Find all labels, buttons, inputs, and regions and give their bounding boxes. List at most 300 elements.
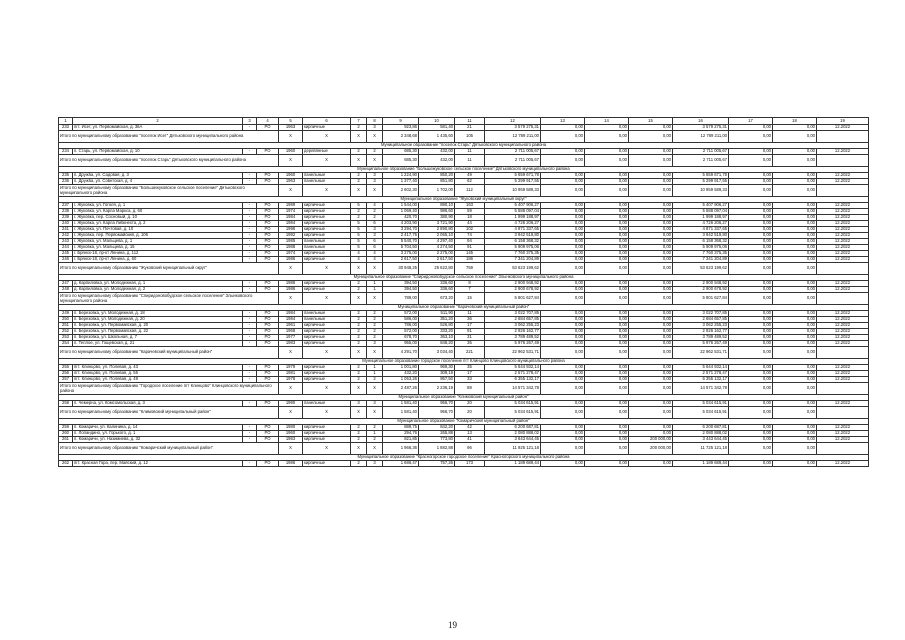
- subtotal-cell: 0,00: [585, 131, 629, 143]
- subtotal-cell: 2 348,68: [383, 131, 419, 143]
- table-cell: 394,50: [383, 287, 419, 293]
- table-cell: 12.2022: [817, 377, 869, 383]
- table-cell: 2: [367, 425, 383, 431]
- table-cell: кирпичные: [303, 251, 351, 257]
- subtotal-cell: 10 959 589,33: [485, 185, 541, 197]
- table-cell: 242: [59, 233, 73, 239]
- subtotal-cell: 0,00: [629, 293, 673, 305]
- table-cell: 0,00: [541, 251, 585, 257]
- table-cell: 0,00: [585, 365, 629, 371]
- table-cell: 41: [455, 437, 485, 443]
- subtotal-cell: X: [303, 131, 351, 143]
- subtotal-cell: X: [279, 347, 303, 359]
- table-cell: кирпичные: [303, 215, 351, 221]
- table-cell: 3 579 275,31: [485, 125, 541, 131]
- group-title: Муниципальное образование городское поселение пгт Клинцово Клинцовского муниципального района: [59, 359, 869, 365]
- table-cell: 2 617,50: [383, 257, 419, 263]
- table-cell: РО: [257, 227, 279, 233]
- table-cell: 0,00: [585, 149, 629, 155]
- table-cell: 11: [455, 311, 485, 317]
- table-cell: 1986: [279, 281, 303, 287]
- subtotal-cell: [817, 185, 869, 197]
- table-cell: 5 644 932,14: [485, 365, 541, 371]
- subtotal-cell: X: [351, 263, 367, 275]
- table-cell: 0,00: [541, 329, 585, 335]
- subtotal-cell: 5 801 627,84: [485, 293, 541, 305]
- table-cell: 572,00: [383, 329, 419, 335]
- table-cell: 394,50: [383, 281, 419, 287]
- table-cell: -: [243, 281, 257, 287]
- table-cell: 102: [455, 227, 485, 233]
- table-cell: 3 022 707,85: [485, 311, 541, 317]
- table-cell: 12.2022: [817, 335, 869, 341]
- table-cell: 12.2022: [817, 125, 869, 131]
- table-cell: -: [243, 239, 257, 245]
- subtotal-cell: 1 882,88: [419, 443, 455, 455]
- table-cell: г. Жуковка, ул. Мальцева, д. 1: [73, 239, 243, 245]
- group-title: Муниципальное образование "Жуковский муниципальный округ": [59, 197, 869, 203]
- subtotal-cell: X: [351, 407, 367, 419]
- table-cell: кирпичные: [303, 461, 351, 467]
- table-cell: 0,00: [541, 203, 585, 209]
- subtotal-label: Итого по муниципальному образованию "Карачевский муниципальный район": [59, 347, 279, 359]
- table-cell: 0,00: [729, 317, 773, 323]
- table-cell: 0,00: [541, 215, 585, 221]
- table-cell: п. Березовка, ул. Молодежная, д. 20: [73, 317, 243, 323]
- table-cell: 0,00: [773, 437, 817, 443]
- table-cell: 253: [59, 335, 73, 341]
- column-number: 11: [455, 118, 485, 125]
- table-cell: 248: [59, 287, 73, 293]
- table-cell: 186: [455, 257, 485, 263]
- table-cell: 5 976 267,49: [485, 341, 541, 347]
- table-cell: г. Жуковка, ул. Карла Либкнехта, д. 2: [73, 221, 243, 227]
- table-cell: 2 926 162,77: [673, 329, 729, 335]
- subtotal-cell: 673,20: [419, 293, 455, 305]
- subtotal-cell: 25 622,80: [419, 263, 455, 275]
- table-cell: 0,00: [629, 239, 673, 245]
- table-cell: 2 684 657,85: [673, 317, 729, 323]
- table-cell: 237: [59, 203, 73, 209]
- table-cell: 3 942 519,80: [485, 233, 541, 239]
- table-cell: 247: [59, 281, 73, 287]
- table-cell: 4 871 337,65: [673, 227, 729, 233]
- table-cell: -: [243, 215, 257, 221]
- table-cell: кирпичные: [303, 425, 351, 431]
- table-cell: 955,00: [383, 341, 419, 347]
- table-cell: 12.2022: [817, 173, 869, 179]
- table-cell: 309,19: [419, 371, 455, 377]
- table-cell: 1986: [279, 461, 303, 467]
- subtotal-cell: 789,00: [383, 293, 419, 305]
- table-cell: 0,00: [773, 233, 817, 239]
- table-cell: 1989: [279, 203, 303, 209]
- table-cell: РО: [257, 371, 279, 377]
- table-cell: 251: [59, 323, 73, 329]
- table-cell: 3: [367, 401, 383, 407]
- table-cell: 3: [351, 401, 367, 407]
- table-cell: 12.2022: [817, 461, 869, 467]
- table-cell: кирпичные: [303, 329, 351, 335]
- table-cell: 0,00: [541, 425, 585, 431]
- column-number: 10: [419, 118, 455, 125]
- table-cell: 1990: [279, 401, 303, 407]
- table-cell: 1 544,00: [383, 203, 419, 209]
- table-cell: 12.2022: [817, 365, 869, 371]
- table-cell: 12.2022: [817, 221, 869, 227]
- table-cell: 0,00: [629, 371, 673, 377]
- group-title: Муниципальное образование "Большежуковское сельское поселение" Дятьковского муниципального района: [59, 167, 869, 173]
- table-cell: 1984: [279, 221, 303, 227]
- table-cell: 957,50: [419, 377, 455, 383]
- subtotal-cell: 0,00: [729, 407, 773, 419]
- table-cell: 2 890,80: [419, 227, 455, 233]
- table-cell: 351,20: [419, 317, 455, 323]
- table-cell: 2: [351, 287, 367, 293]
- table-cell: 1960: [279, 149, 303, 155]
- table-cell: 850,20: [419, 173, 455, 179]
- table-cell: 1 999 188,97: [485, 215, 541, 221]
- subtotal-cell: 0,00: [729, 347, 773, 359]
- table-cell: 0,00: [629, 287, 673, 293]
- table-cell: 432,00: [419, 149, 455, 155]
- subtotal-label: Итого по муниципальному образованию "поселок Исет" Дятьковского муниципального района: [59, 131, 279, 143]
- subtotal-cell: 14 571 342,78: [485, 383, 541, 395]
- table-cell: 4 274,50: [419, 245, 455, 251]
- table-cell: 0,00: [585, 245, 629, 251]
- table-cell: 1978: [279, 377, 303, 383]
- table-cell: 0,00: [729, 149, 773, 155]
- document-page: [58, 117, 868, 467]
- table-cell: 2: [367, 377, 383, 383]
- table-cell: 0,00: [585, 257, 629, 263]
- table-cell: 5: [351, 233, 367, 239]
- table-cell: 1: [367, 365, 383, 371]
- subtotal-cell: X: [351, 443, 367, 455]
- table-cell: 0,00: [773, 257, 817, 263]
- table-cell: РО: [257, 401, 279, 407]
- table-cell: 2: [351, 341, 367, 347]
- subtotal-cell: X: [303, 347, 351, 359]
- column-number: 7: [351, 118, 367, 125]
- subtotal-cell: X: [279, 443, 303, 455]
- table-cell: РО: [257, 335, 279, 341]
- table-cell: 0,00: [541, 311, 585, 317]
- table-cell: 0,00: [773, 329, 817, 335]
- table-cell: 2 926 162,77: [485, 329, 541, 335]
- table-cell: 4 726 206,27: [673, 221, 729, 227]
- table-cell: 0,00: [773, 431, 817, 437]
- table-cell: 258: [59, 401, 73, 407]
- table-cell: 12.2022: [817, 425, 869, 431]
- table-cell: 2 900 948,92: [673, 281, 729, 287]
- column-number: 3: [243, 118, 257, 125]
- group-title: Муниципальное образование "Комаричский муниципальный район": [59, 419, 869, 425]
- subtotal-cell: 2 602,30: [383, 185, 419, 197]
- table-cell: РО: [257, 215, 279, 221]
- table-cell: 1984: [279, 311, 303, 317]
- table-cell: 0,00: [773, 227, 817, 233]
- table-cell: 44: [455, 221, 485, 227]
- table-cell: 0,00: [773, 239, 817, 245]
- subtotal-cell: X: [351, 347, 367, 359]
- table-cell: -: [243, 335, 257, 341]
- table-cell: 59: [455, 209, 485, 215]
- table-cell: панельные: [303, 179, 351, 185]
- table-cell: 0,00: [541, 239, 585, 245]
- table-cell: 1961: [279, 323, 303, 329]
- table-cell: 0,00: [585, 377, 629, 383]
- table-cell: 1 999 188,97: [673, 215, 729, 221]
- subtotal-cell: X: [303, 155, 351, 167]
- table-cell: 842,20: [419, 425, 455, 431]
- subtotal-cell: 5 801 627,84: [673, 293, 729, 305]
- table-cell: 0,00: [541, 461, 585, 467]
- table-cell: 0,00: [629, 401, 673, 407]
- subtotal-cell: 0,00: [773, 293, 817, 305]
- table-cell: 6: [367, 245, 383, 251]
- table-cell: 0,00: [729, 365, 773, 371]
- table-cell: 2 275,00: [419, 251, 455, 257]
- table-cell: 0,00: [629, 173, 673, 179]
- table-cell: 2: [351, 323, 367, 329]
- table-cell: 4 203,90: [383, 221, 419, 227]
- table-cell: п. Березовка, ул. Школьная, д. 7: [73, 335, 243, 341]
- table-cell: 1 377,40: [383, 179, 419, 185]
- table-cell: 5 909 975,06: [485, 245, 541, 251]
- table-cell: 572,00: [383, 311, 419, 317]
- table-cell: 6 355 132,17: [485, 377, 541, 383]
- table-cell: РО: [257, 287, 279, 293]
- table-cell: д. Карпиловка, ул. Молодежная, д. 2: [73, 287, 243, 293]
- table-cell: 3 643 644,45: [485, 437, 541, 443]
- subtotal-cell: 2 487,26: [383, 383, 419, 395]
- subtotal-label: Итого по муниципальному образованию "Комаричский муниципальный район": [59, 443, 279, 455]
- table-cell: 336,60: [419, 287, 455, 293]
- table-cell: 260: [59, 431, 73, 437]
- subtotal-row: [59, 383, 869, 395]
- subtotal-cell: 5 034 615,91: [673, 407, 729, 419]
- subtotal-row: [59, 155, 869, 167]
- column-number: 8: [367, 118, 383, 125]
- table-cell: -: [243, 221, 257, 227]
- table-cell: панельные: [303, 311, 351, 317]
- table-cell: -: [243, 311, 257, 317]
- subtotal-cell: X: [351, 383, 367, 395]
- table-cell: 1 189 689,44: [485, 461, 541, 467]
- table-cell: 257: [59, 377, 73, 383]
- table-cell: 0,00: [773, 311, 817, 317]
- table-cell: -: [243, 401, 257, 407]
- subtotal-cell: 1 966,36: [383, 443, 419, 455]
- table-cell: 0,00: [585, 335, 629, 341]
- table-cell: -: [243, 425, 257, 431]
- subtotal-label: Итого по муниципальному образованию "Климовский муниципальный район": [59, 407, 279, 419]
- subtotal-cell: X: [367, 347, 383, 359]
- table-cell: 0,00: [729, 245, 773, 251]
- subtotal-cell: 1 581,40: [383, 407, 419, 419]
- table-cell: 12.2022: [817, 329, 869, 335]
- subtotal-cell: X: [351, 131, 367, 143]
- subtotal-cell: 0,00: [773, 131, 817, 143]
- table-cell: 2 065,10: [419, 233, 455, 239]
- subtotal-row: [59, 347, 869, 359]
- table-cell: 1 001,80: [383, 365, 419, 371]
- table-cell: г. Жуковка, ул. Почтовая, д. 10: [73, 227, 243, 233]
- table-cell: 0,00: [773, 251, 817, 257]
- table-cell: кирпичные: [303, 323, 351, 329]
- table-cell: 17: [455, 323, 485, 329]
- subtotal-cell: X: [303, 293, 351, 305]
- subtotal-cell: 0,00: [541, 293, 585, 305]
- table-cell: пгт. Клинцово, ул. Полевая, д. 55: [73, 371, 243, 377]
- header-row: [59, 118, 869, 125]
- table-cell: 12.2022: [817, 251, 869, 257]
- table-cell: 2 417,75: [383, 233, 419, 239]
- table-cell: 0,00: [541, 401, 585, 407]
- table-cell: 1 053,26: [383, 377, 419, 383]
- table-cell: г. Жуковка, ул. Мальцева, д. 15: [73, 245, 243, 251]
- table-cell: 0,00: [629, 251, 673, 257]
- subtotal-cell: 200 000,00: [629, 443, 673, 455]
- table-cell: 250: [59, 317, 73, 323]
- subtotal-cell: 5 034 615,91: [485, 407, 541, 419]
- table-cell: 11: [455, 149, 485, 155]
- table-cell: 0,00: [585, 437, 629, 443]
- table-cell: 1979: [279, 365, 303, 371]
- table-cell: кирпичные: [303, 203, 351, 209]
- subtotal-cell: 0,00: [629, 383, 673, 395]
- subtotal-cell: X: [303, 263, 351, 275]
- table-cell: 1988: [279, 245, 303, 251]
- table-cell: -: [243, 341, 257, 347]
- subtotal-cell: 0,00: [541, 155, 585, 167]
- table-cell: 2: [367, 317, 383, 323]
- table-cell: 3 942 519,80: [673, 233, 729, 239]
- table-cell: 6 200 687,81: [485, 425, 541, 431]
- table-cell: г. Жуковка, ул. Гоголя, д. 1: [73, 203, 243, 209]
- table-cell: -: [243, 125, 257, 131]
- subtotal-cell: X: [351, 155, 367, 167]
- table-cell: 890,10: [419, 203, 455, 209]
- table-cell: 0,00: [729, 257, 773, 263]
- table-cell: 0,00: [541, 365, 585, 371]
- table-cell: 0,00: [629, 365, 673, 371]
- table-cell: п. Чемерна, ул. Комсомольская, д. 3: [73, 401, 243, 407]
- subtotal-cell: 759: [455, 263, 485, 275]
- column-number: 19: [817, 118, 869, 125]
- column-number: 17: [729, 118, 773, 125]
- table-cell: 4 297,40: [419, 239, 455, 245]
- table-cell: 5 540,70: [383, 239, 419, 245]
- subtotal-cell: [817, 347, 869, 359]
- table-cell: 2: [367, 215, 383, 221]
- subtotal-cell: 10 959 589,33: [673, 185, 729, 197]
- table-cell: 6 200 687,81: [673, 425, 729, 431]
- table-cell: 0,00: [773, 281, 817, 287]
- table-cell: РО: [257, 461, 279, 467]
- table-cell: 2: [367, 209, 383, 215]
- table-cell: 0,00: [773, 203, 817, 209]
- table-cell: 241: [59, 227, 73, 233]
- subtotal-cell: 1 435,60: [419, 131, 455, 143]
- table-cell: 923,86: [383, 125, 419, 131]
- table-cell: 5 034 615,91: [485, 401, 541, 407]
- subtotal-cell: X: [279, 293, 303, 305]
- table-cell: 0,00: [541, 323, 585, 329]
- table-cell: 0,00: [629, 215, 673, 221]
- table-cell: 3: [367, 341, 383, 347]
- table-cell: панельные: [303, 317, 351, 323]
- table-cell: 1996: [279, 227, 303, 233]
- table-cell: 0,00: [729, 239, 773, 245]
- column-number: 2: [73, 118, 243, 125]
- table-cell: 0,00: [585, 227, 629, 233]
- table-cell: 8: [455, 281, 485, 287]
- table-cell: 336,60: [419, 281, 455, 287]
- table-cell: -: [243, 245, 257, 251]
- table-cell: 7 760 375,35: [673, 251, 729, 257]
- table-cell: г. Жуковка, пер. Первомайский, д. 106: [73, 233, 243, 239]
- table-cell: РО: [257, 221, 279, 227]
- table-cell: -: [243, 431, 257, 437]
- table-cell: РО: [257, 341, 279, 347]
- table-cell: 0,00: [541, 431, 585, 437]
- subtotal-cell: 956,70: [419, 407, 455, 419]
- subtotal-cell: 2 711 005,67: [673, 155, 729, 167]
- subtotal-cell: X: [367, 443, 383, 455]
- table-cell: кирпичные: [303, 371, 351, 377]
- column-number: 15: [629, 118, 673, 125]
- table-cell: 200 000,00: [629, 437, 673, 443]
- subtotal-cell: 0,00: [541, 131, 585, 143]
- table-cell: 0,00: [585, 239, 629, 245]
- table-cell: РО: [257, 257, 279, 263]
- table-cell: 0,00: [541, 179, 585, 185]
- table-cell: РО: [257, 437, 279, 443]
- table-cell: 256: [59, 371, 73, 377]
- subtotal-cell: 0,00: [629, 155, 673, 167]
- subtotal-cell: 0,00: [585, 347, 629, 359]
- table-cell: 4: [367, 251, 383, 257]
- table-cell: -: [243, 233, 257, 239]
- column-number: 4: [257, 118, 279, 125]
- table-cell: 0,00: [729, 251, 773, 257]
- subtotal-cell: 11 725 121,18: [673, 443, 729, 455]
- table-cell: 1983: [279, 341, 303, 347]
- table-cell: 5 299 917,55: [485, 179, 541, 185]
- table-cell: 0,00: [629, 245, 673, 251]
- table-cell: 6: [367, 221, 383, 227]
- table-cell: 757,26: [419, 461, 455, 467]
- table-cell: -: [243, 317, 257, 323]
- table-cell: 35: [455, 341, 485, 347]
- table-cell: 6 158 368,32: [673, 239, 729, 245]
- table-cell: кирпичные: [303, 377, 351, 383]
- table-cell: 1981: [279, 371, 303, 377]
- table-cell: 432,20: [383, 371, 419, 377]
- subtotal-cell: X: [303, 443, 351, 455]
- table-cell: РО: [257, 233, 279, 239]
- subtotal-cell: X: [303, 383, 351, 395]
- subtotal-cell: 0,00: [541, 407, 585, 419]
- table-cell: 12.2022: [817, 287, 869, 293]
- table-cell: 1992: [279, 233, 303, 239]
- table-cell: -: [243, 371, 257, 377]
- table-cell: 0,00: [773, 125, 817, 131]
- subtotal-cell: 0,00: [729, 185, 773, 197]
- subtotal-cell: X: [367, 263, 383, 275]
